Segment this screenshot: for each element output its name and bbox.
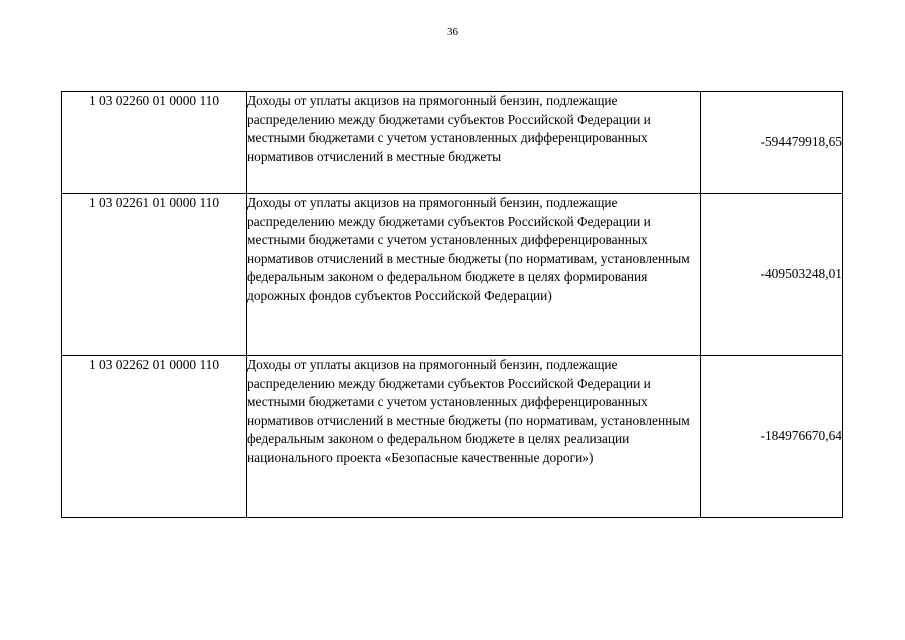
page-number: 36: [447, 26, 458, 38]
table-row: [62, 194, 843, 356]
amount-cell: -184976670,64: [701, 356, 843, 518]
amount-cell: -409503248,01: [701, 194, 843, 356]
budget-code-cell: 1 03 02260 01 0000 110: [62, 92, 247, 194]
budget-code-cell: 1 03 02262 01 0000 110: [62, 356, 247, 518]
description-cell: Доходы от уплаты акцизов на прямогонный бензин, подлежащие распределению между бюджетами субъектов Российской Федерации и местными бюджетами с учетом установленных дифференцированных нормативов отчислений в местные бюджеты: [247, 92, 701, 194]
table-row: [62, 92, 843, 194]
description-cell: Доходы от уплаты акцизов на прямогонный бензин, подлежащие распределению между бюджетами субъектов Российской Федерации и местными бюджетами с учетом установленных дифференцированных нормативов отчислений в местные бюджеты (по нормативам, установленным федеральным законом о федеральном бюджете в целях реализации национального проекта «Безопасные качественные дороги»): [247, 356, 701, 518]
revenue-table: [61, 91, 843, 518]
amount-cell: -594479918,65: [701, 92, 843, 194]
description-cell: Доходы от уплаты акцизов на прямогонный бензин, подлежащие распределению между бюджетами субъектов Российской Федерации и местными бюджетами с учетом установленных дифференцированных нормативов отчислений в местные бюджеты (по нормативам, установленным федеральным законом о федеральном бюджете в целях формирования дорожных фондов субъектов Российской Федерации): [247, 194, 701, 356]
budget-code-cell: 1 03 02261 01 0000 110: [62, 194, 247, 356]
table-row: [62, 356, 843, 518]
